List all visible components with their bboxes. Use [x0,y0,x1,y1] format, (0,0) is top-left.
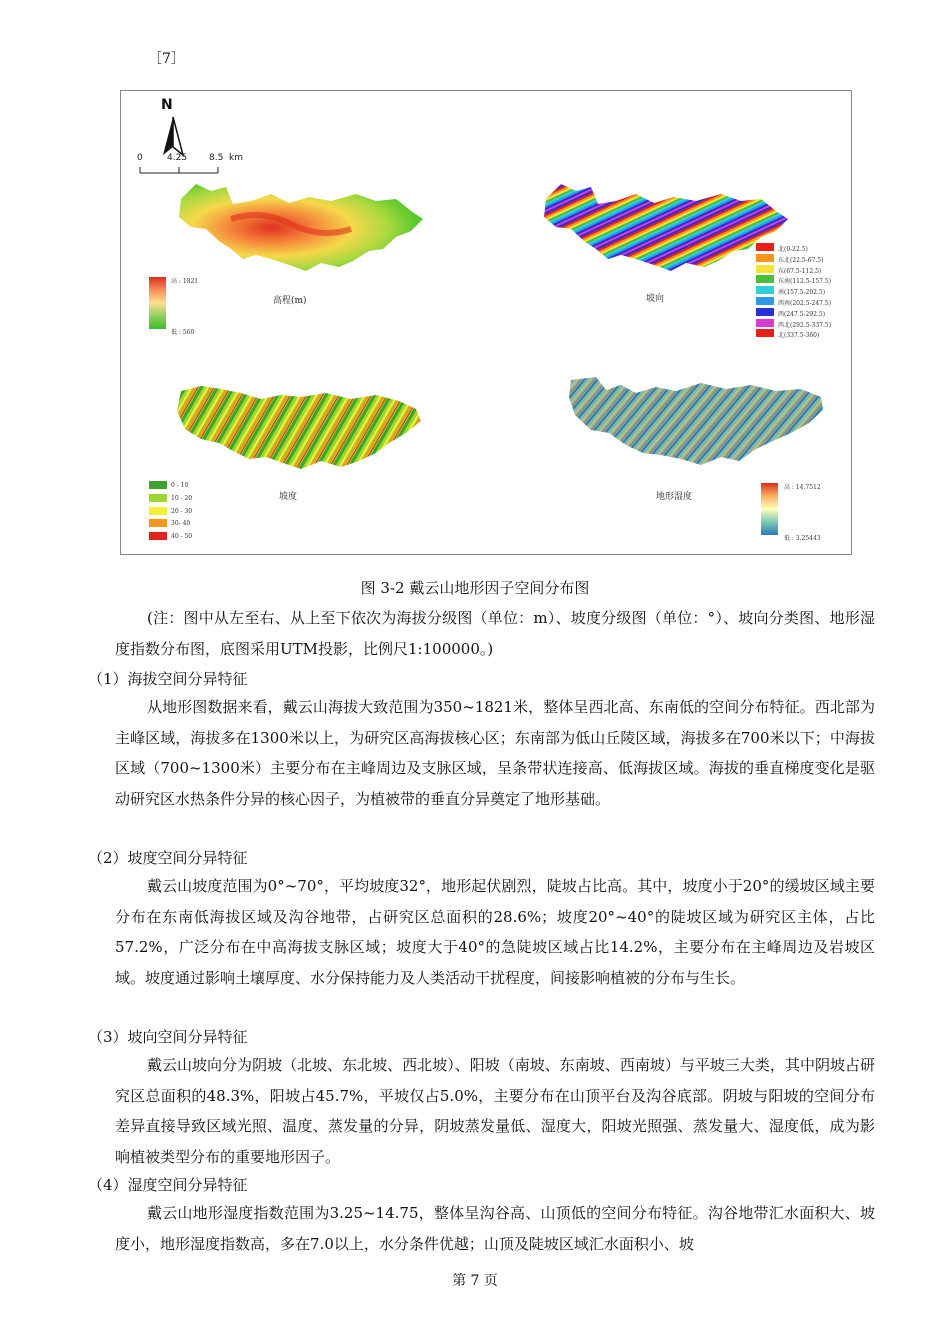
elevation-colorbar [149,277,166,329]
section-1-body: 从地形图数据来看，戴云山海拔大致范围为350~1821米，整体呈西北高、东南低的空间分布特征。西北部为主峰区域，海拔多在1300米以上，为研究区高海拔核心区；东南部为低山丘陵区域，海拔多在700米以下；中海拔区域（700~1300米）主要分布在主峰周边及支脉区域，呈条带状连接高、低海拔区域。海拔的垂直梯度变化是驱动研究区水热条件分异的核心因子，为植被带的垂直分异奠定了地形基础。 [115,698,875,808]
elevation-legend-high: 高 : 1821 [171,278,199,285]
aspect-legend-item-label: 东南(112.5-157.5) [778,278,832,286]
aspect-legend-item-label: 西北(292.5-337.5) [778,321,832,329]
slope-legend-item-swatch [149,494,167,502]
section-4-heading: （4）湿度空间分异特征 [88,1176,248,1194]
page-footer: 第 7 页 [452,1273,498,1289]
wetness-label: 地形湿度 [656,492,693,502]
slope-legend-item-label: 30- 40 [171,520,191,528]
slope-legend-item-swatch [149,532,167,540]
aspect-legend-item-swatch [756,275,774,283]
slope-legend-item-label: 20 - 30 [171,507,193,515]
aspect-legend-item-swatch [756,254,774,262]
section-2-body: 戴云山坡度范围为0°~70°，平均坡度32°，地形起伏剧烈，陡坡占比高。其中，坡度小于20°的缓坡区域主要分布在东南低海拔区域及沟谷地带，占研究区总面积的28.6%；坡度20°~40°的陡坡区域为研究区主体，占比57.2%，广泛分布在中高海拔支脉区域；坡度大于40°的急陡坡区域占比14.2%，主要分布在主峰周边及岩坡区域。坡度通过影响土壤厚度、水分保持能力及人类活动干扰程度，间接影响植被的分布与生长。 [115,877,875,987]
aspect-legend-item-swatch [756,243,774,251]
aspect-legend-item-label: 东北(22.5-67.5) [778,256,824,264]
aspect-legend-item-swatch [756,286,774,294]
terrain-figure [120,90,852,555]
scale-tick-2: 8.5 [209,153,224,163]
aspect-legend-item-swatch [756,329,774,337]
aspect-legend-item-label: 北(0-22.5) [778,246,808,253]
slope-map [171,381,431,481]
aspect-label: 坡向 [646,294,665,304]
slope-legend-item-label: 10 - 20 [171,494,193,502]
slope-label: 坡度 [279,492,298,502]
figure-note: (注：图中从左至右、从上至下依次为海拔分级图（单位：m）、坡度分级图（单位：°）、坡向分类图、地形湿度指数分布图，底图采用UTM投影，比例尺1:100000。) [115,609,875,658]
elevation-map [171,179,431,279]
wetness-colorbar [761,483,778,535]
scale-unit: km [229,153,243,163]
north-label: N [161,97,173,113]
reference-marker: ［7］ [148,51,185,67]
scale-tick-1: 4.25 [167,153,188,163]
slope-legend-item-label: 0 - 10 [171,482,189,489]
slope-legend-item-swatch [149,519,167,527]
aspect-legend-item-label: 西(247.5-292.5) [778,310,826,318]
section-2-heading: （2）坡度空间分异特征 [88,849,248,867]
aspect-legend-item-label: 南(157.5-202.5) [778,289,826,297]
slope-legend-item-swatch [149,481,167,489]
aspect-legend-item-label: 西南(202.5-247.5) [778,300,832,307]
aspect-legend-item-swatch [756,308,774,316]
section-3-heading: （3）坡向空间分异特征 [88,1028,248,1046]
wetness-map [561,375,831,475]
elevation-legend-low: 低 : 560 [171,329,195,336]
aspect-legend-item-label: 东(67.5-112.5) [778,267,822,275]
figure-caption: 图 3-2 戴云山地形因子空间分布图 [360,579,590,597]
slope-legend-item-swatch [149,507,167,515]
aspect-legend-item-swatch [756,297,774,305]
wetness-legend-low: 低 : 3.25443 [784,535,821,542]
aspect-legend-item-swatch [756,265,774,273]
scale-tick-0: 0 [137,153,143,163]
wetness-legend-high: 高 : 14.7512 [784,484,821,491]
section-3-body: 戴云山坡向分为阴坡（北坡、东北坡、西北坡）、阳坡（南坡、东南坡、西南坡）与平坡三大类，其中阴坡占研究区总面积的48.3%，阳坡占45.7%，平坡仅占5.0%，主要分布在山顶平台及沟谷底部。阴坡与阳坡的空间分布差异直接导致区域光照、温度、蒸发量的分异，阴坡蒸发量低、湿度大，阳坡光照强、蒸发量大、湿度低，成为影响植被类型分布的重要地形因子。 [115,1056,875,1166]
section-4-body: 戴云山地形湿度指数范围为3.25~14.75，整体呈沟谷高、山顶低的空间分布特征。沟谷地带汇水面积大、坡度小，地形湿度指数高，多在7.0以上，水分条件优越；山顶及陡坡区域汇水面积小、坡 [115,1204,875,1253]
aspect-legend-item-label: 北(337.5-360) [778,332,820,340]
section-1-heading: （1）海拔空间分异特征 [88,670,248,688]
scale-line [139,165,219,175]
slope-legend-item-label: 40 - 50 [171,533,193,541]
aspect-legend-item-swatch [756,319,774,327]
elevation-label: 高程(m) [273,296,307,306]
